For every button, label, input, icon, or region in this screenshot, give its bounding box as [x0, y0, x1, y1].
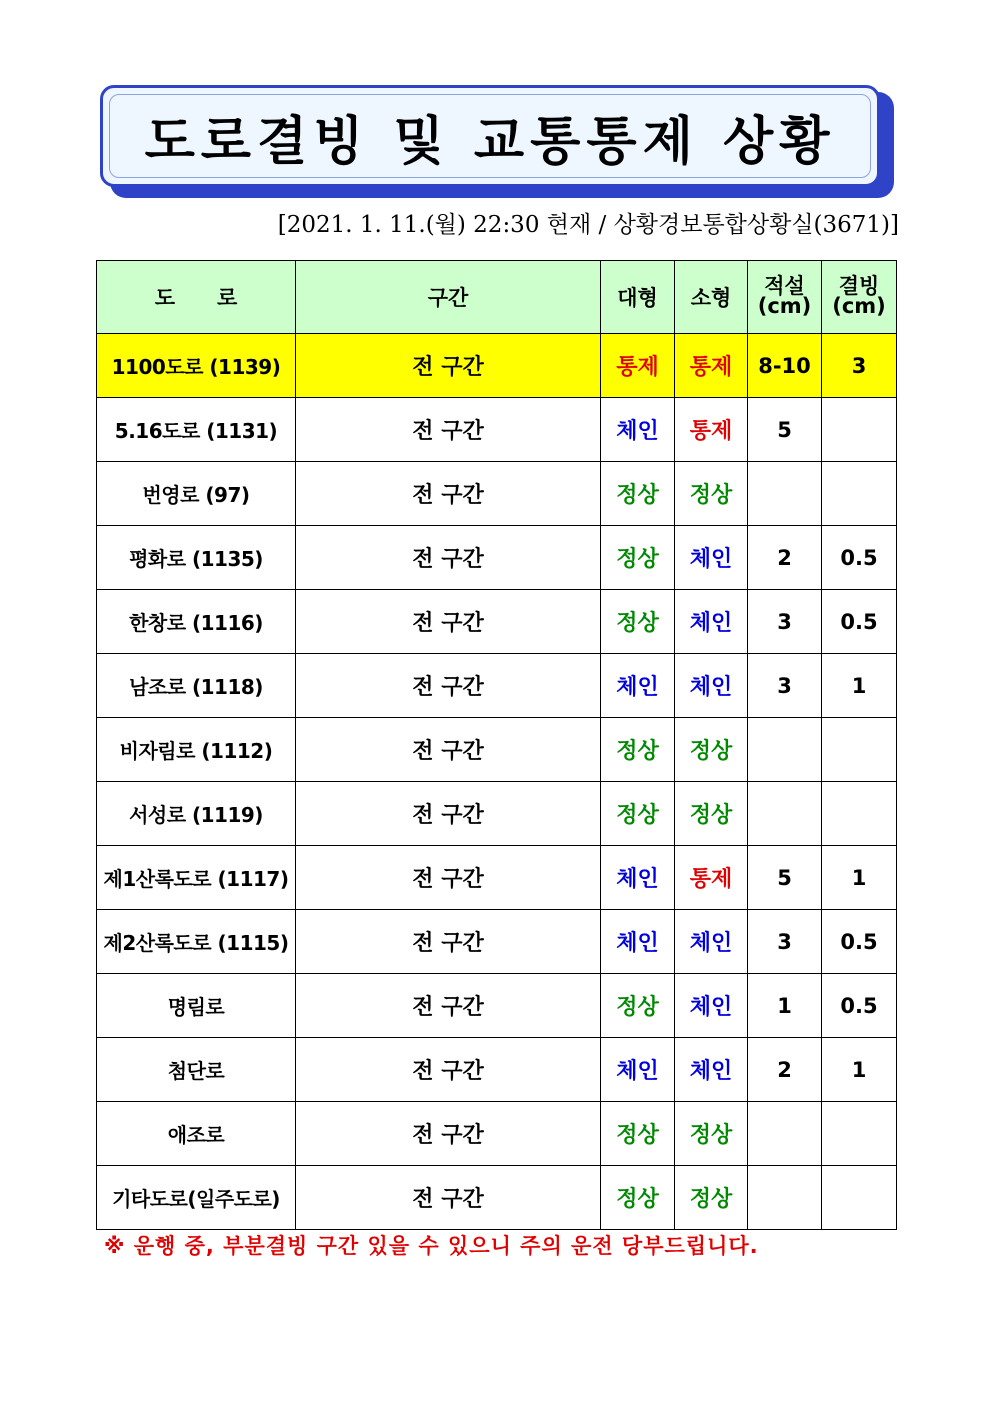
small-vehicle-status: 통제 — [675, 846, 748, 910]
large-vehicle-status: 정상 — [601, 590, 675, 654]
section-cell: 전 구간 — [296, 334, 601, 398]
small-vehicle-status: 체인 — [675, 654, 748, 718]
ice-depth-cell — [822, 398, 897, 462]
ice-depth-cell: 0.5 — [822, 910, 897, 974]
large-vehicle-status: 정상 — [601, 526, 675, 590]
section-cell: 전 구간 — [296, 782, 601, 846]
ice-depth-cell: 1 — [822, 846, 897, 910]
table-row — [97, 590, 897, 654]
road-name-cell: 제2산록도로 (1115) — [97, 910, 296, 974]
report-timestamp: [2021. 1. 11.(월) 22:30 현재 / 상황경보통합상황실(3671)] — [277, 212, 899, 238]
large-vehicle-status: 정상 — [601, 1102, 675, 1166]
table-row — [97, 1038, 897, 1102]
large-vehicle-status: 체인 — [601, 1038, 675, 1102]
large-vehicle-status: 정상 — [601, 974, 675, 1038]
road-name-cell: 평화로 (1135) — [97, 526, 296, 590]
section-cell: 전 구간 — [296, 1166, 601, 1230]
snow-depth-cell: 8-10 — [748, 334, 822, 398]
road-name-cell: 1100도로 (1139) — [97, 334, 296, 398]
section-cell: 전 구간 — [296, 462, 601, 526]
large-vehicle-status: 통제 — [601, 334, 675, 398]
ice-depth-cell — [822, 462, 897, 526]
ice-depth-cell: 0.5 — [822, 526, 897, 590]
page-title: 도로결빙 및 교통통제 상황 — [144, 111, 836, 172]
section-cell: 전 구간 — [296, 846, 601, 910]
section-cell: 전 구간 — [296, 718, 601, 782]
table-row — [97, 910, 897, 974]
header-road: 도 로 — [97, 261, 296, 334]
table-header-row — [97, 261, 897, 334]
ice-depth-cell — [822, 718, 897, 782]
snow-depth-cell — [748, 462, 822, 526]
section-cell: 전 구간 — [296, 398, 601, 462]
road-name-cell: 비자림로 (1112) — [97, 718, 296, 782]
road-name-cell: 명림로 — [97, 974, 296, 1038]
ice-depth-cell — [822, 1166, 897, 1230]
table-row — [97, 654, 897, 718]
table-row — [97, 1102, 897, 1166]
large-vehicle-status: 정상 — [601, 718, 675, 782]
snow-depth-cell: 3 — [748, 910, 822, 974]
snow-depth-cell — [748, 718, 822, 782]
section-cell: 전 구간 — [296, 910, 601, 974]
large-vehicle-status: 체인 — [601, 846, 675, 910]
small-vehicle-status: 체인 — [675, 590, 748, 654]
road-name-cell: 5.16도로 (1131) — [97, 398, 296, 462]
road-name-cell: 제1산록도로 (1117) — [97, 846, 296, 910]
section-cell: 전 구간 — [296, 526, 601, 590]
caution-note: ※ 운행 중, 부분결빙 구간 있을 수 있으니 주의 운전 당부드립니다. — [104, 1234, 759, 1258]
ice-depth-cell: 3 — [822, 334, 897, 398]
small-vehicle-status: 체인 — [675, 1038, 748, 1102]
small-vehicle-status: 통제 — [675, 334, 748, 398]
header-small-vehicle: 소형 — [675, 261, 748, 334]
road-status-table — [96, 260, 897, 1230]
ice-depth-cell: 0.5 — [822, 590, 897, 654]
snow-depth-cell — [748, 782, 822, 846]
header-ice-unit: (cm) — [832, 294, 886, 318]
snow-depth-cell: 5 — [748, 398, 822, 462]
large-vehicle-status: 정상 — [601, 1166, 675, 1230]
road-name-cell: 한창로 (1116) — [97, 590, 296, 654]
table-row — [97, 334, 897, 398]
snow-depth-cell: 1 — [748, 974, 822, 1038]
snow-depth-cell: 2 — [748, 526, 822, 590]
ice-depth-cell: 1 — [822, 654, 897, 718]
large-vehicle-status: 정상 — [601, 782, 675, 846]
table-row — [97, 718, 897, 782]
small-vehicle-status: 체인 — [675, 910, 748, 974]
table-row — [97, 974, 897, 1038]
small-vehicle-status: 정상 — [675, 718, 748, 782]
snow-depth-cell: 5 — [748, 846, 822, 910]
header-snow-label: 적설 — [764, 274, 805, 298]
section-cell: 전 구간 — [296, 1102, 601, 1166]
snow-depth-cell — [748, 1102, 822, 1166]
header-section: 구간 — [296, 261, 601, 334]
snow-depth-cell: 3 — [748, 654, 822, 718]
header-ice-depth — [822, 261, 897, 334]
header-ice-label: 결빙 — [838, 274, 880, 298]
small-vehicle-status: 체인 — [675, 974, 748, 1038]
large-vehicle-status: 체인 — [601, 654, 675, 718]
road-name-cell: 남조로 (1118) — [97, 654, 296, 718]
road-name-cell: 기타도로(일주도로) — [97, 1166, 296, 1230]
section-cell: 전 구간 — [296, 590, 601, 654]
road-name-cell: 첨단로 — [97, 1038, 296, 1102]
title-box — [100, 85, 880, 187]
snow-depth-cell: 2 — [748, 1038, 822, 1102]
small-vehicle-status: 정상 — [675, 782, 748, 846]
road-name-cell: 애조로 — [97, 1102, 296, 1166]
table-row — [97, 1166, 897, 1230]
large-vehicle-status: 정상 — [601, 462, 675, 526]
snow-depth-cell: 3 — [748, 590, 822, 654]
table-row — [97, 398, 897, 462]
small-vehicle-status: 정상 — [675, 462, 748, 526]
table-row — [97, 526, 897, 590]
table-row — [97, 462, 897, 526]
table-row — [97, 846, 897, 910]
ice-depth-cell: 1 — [822, 1038, 897, 1102]
section-cell: 전 구간 — [296, 1038, 601, 1102]
road-name-cell: 번영로 (97) — [97, 462, 296, 526]
road-name-cell: 서성로 (1119) — [97, 782, 296, 846]
small-vehicle-status: 정상 — [675, 1102, 748, 1166]
small-vehicle-status: 정상 — [675, 1166, 748, 1230]
large-vehicle-status: 체인 — [601, 398, 675, 462]
small-vehicle-status: 체인 — [675, 526, 748, 590]
large-vehicle-status: 체인 — [601, 910, 675, 974]
section-cell: 전 구간 — [296, 654, 601, 718]
table-row — [97, 782, 897, 846]
small-vehicle-status: 통제 — [675, 398, 748, 462]
header-large-vehicle: 대형 — [601, 261, 675, 334]
ice-depth-cell — [822, 1102, 897, 1166]
snow-depth-cell — [748, 1166, 822, 1230]
ice-depth-cell — [822, 782, 897, 846]
header-snow-depth — [748, 261, 822, 334]
ice-depth-cell: 0.5 — [822, 974, 897, 1038]
header-snow-unit: (cm) — [757, 294, 812, 318]
section-cell: 전 구간 — [296, 974, 601, 1038]
